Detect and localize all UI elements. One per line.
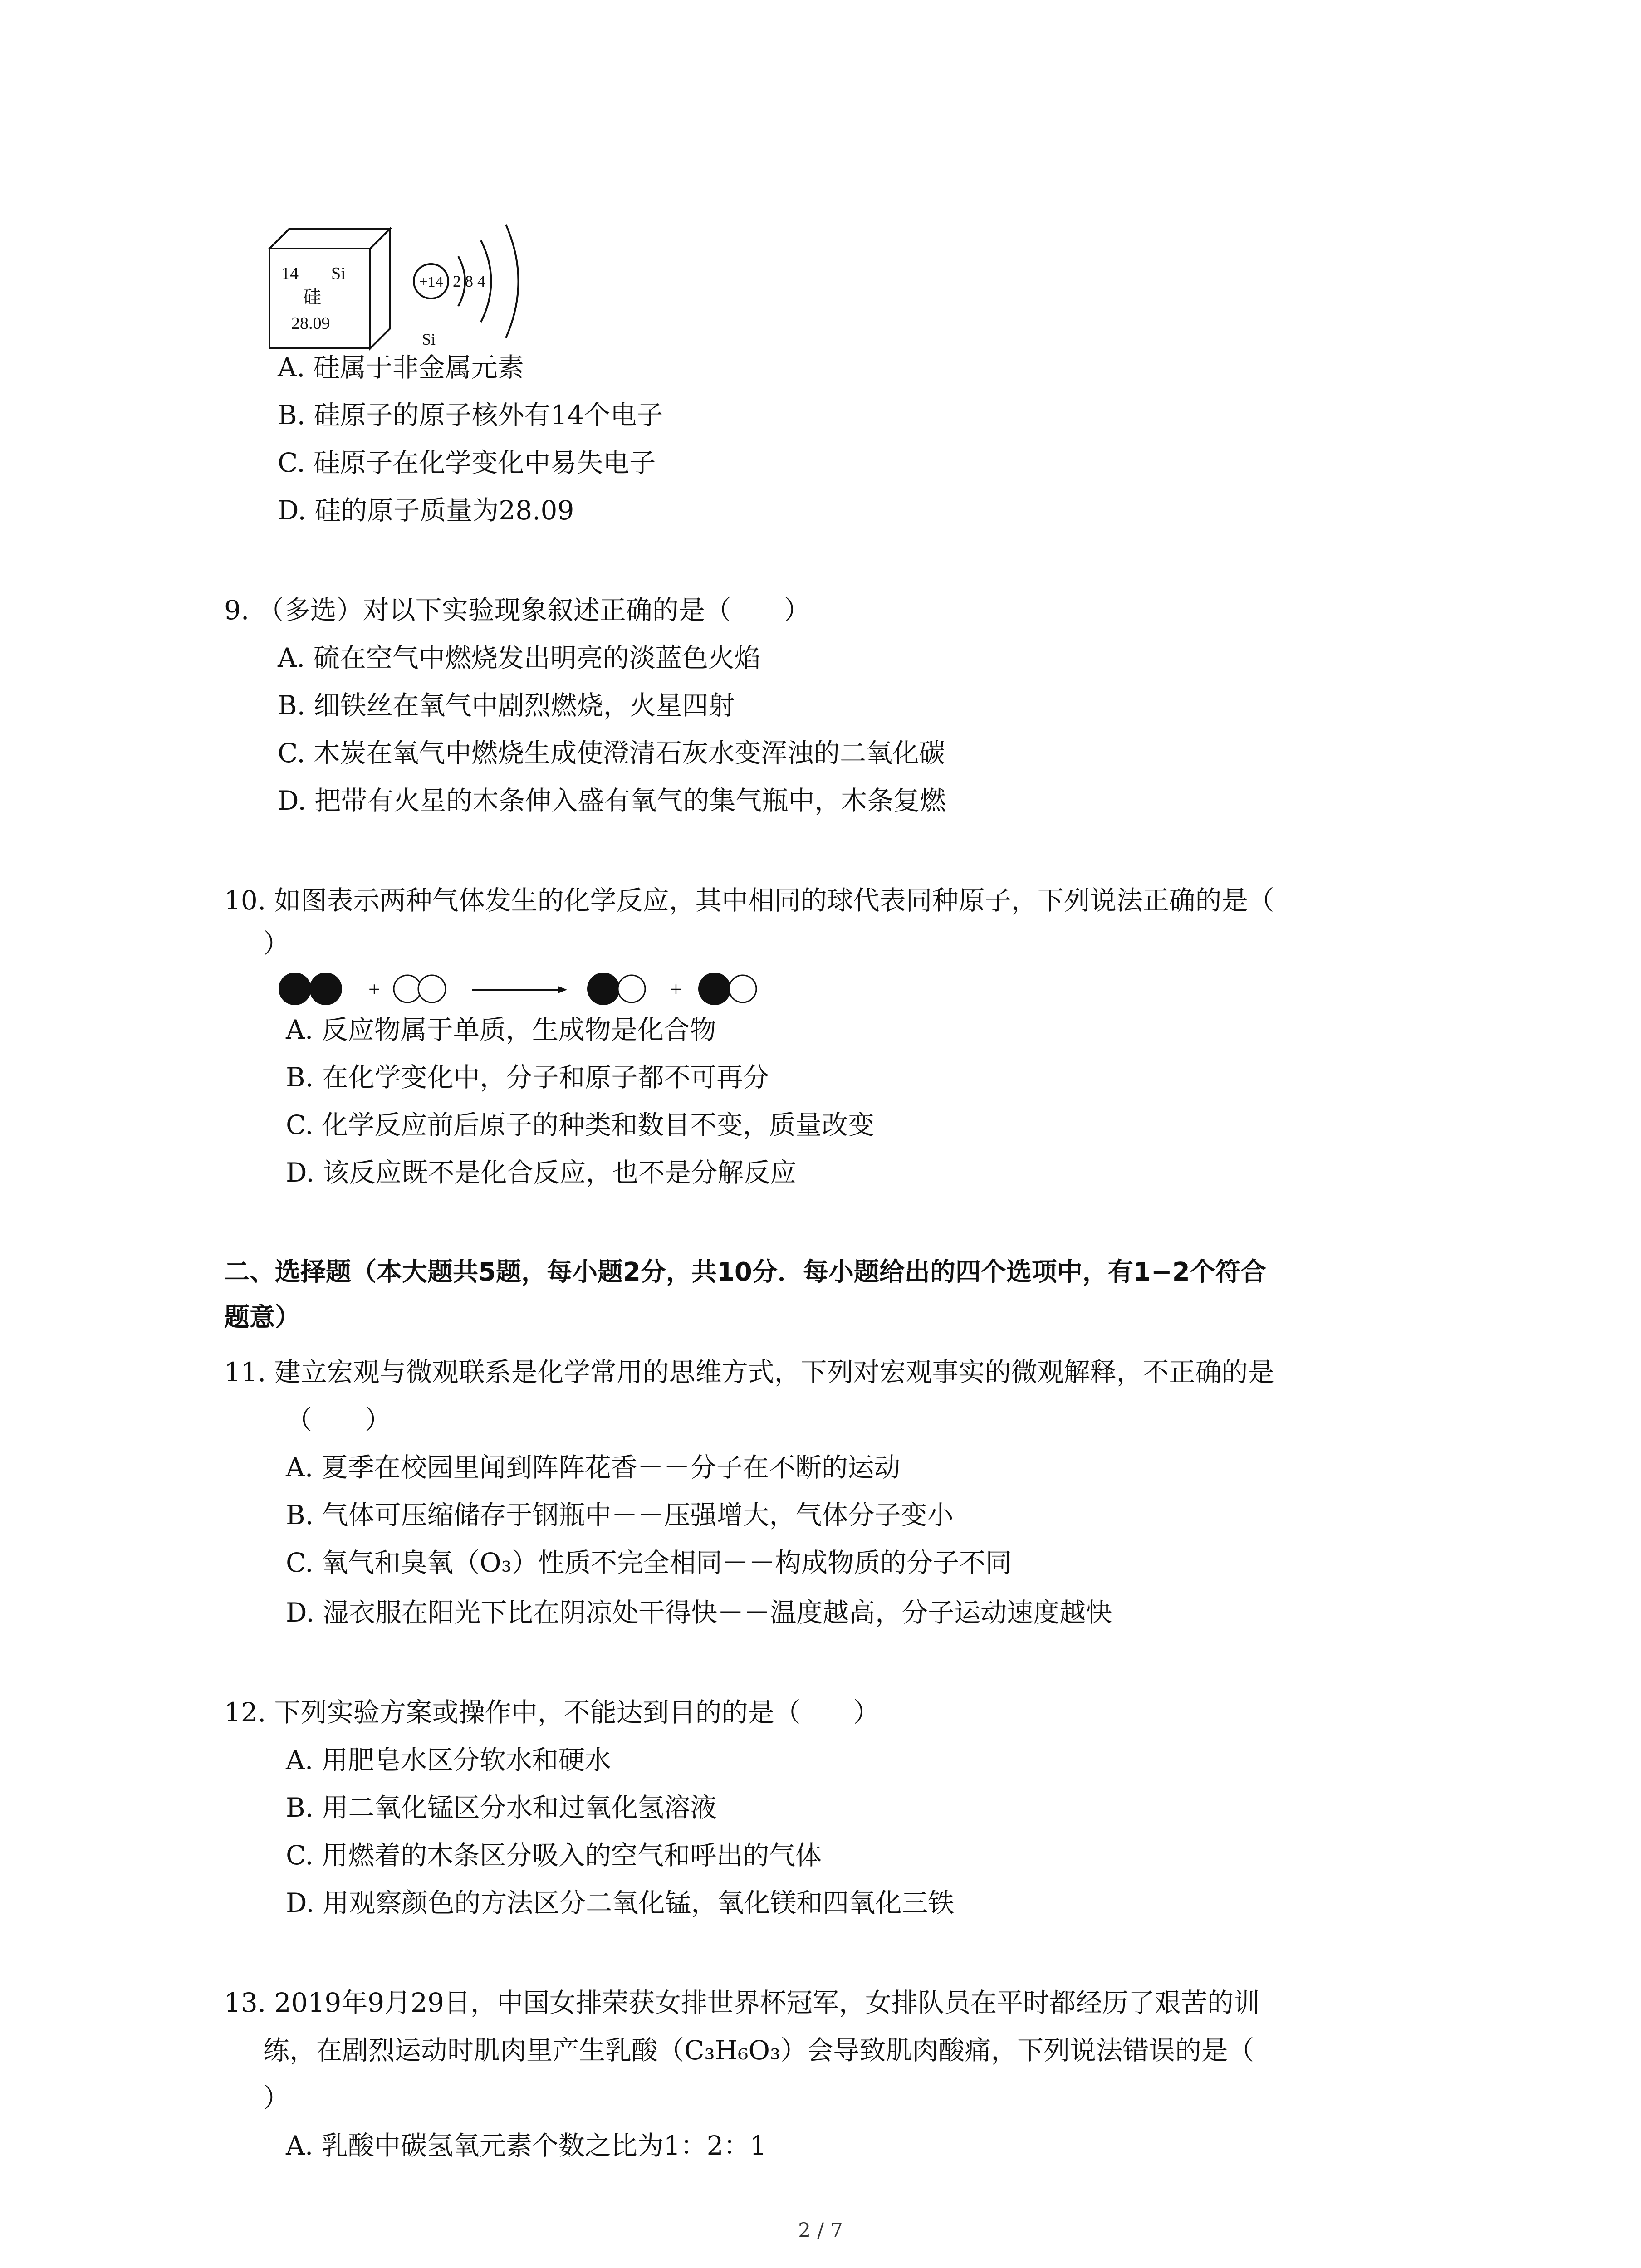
q10-stem-line2: ） xyxy=(263,928,290,959)
silicon-element-cell-figure xyxy=(268,227,395,354)
section2-heading-line2: 题意） xyxy=(224,1303,300,1332)
cell-atomic-number: 14 xyxy=(281,264,299,283)
q11-option-a: A. 夏季在校园里闻到阵阵花香－－分子在不断的运动 xyxy=(286,1452,901,1483)
reaction-plus-1: + xyxy=(368,978,380,1001)
q11-option-d: D. 湿衣服在阳光下比在阴凉处干得快－－温度越高，分子运动速度越快 xyxy=(286,1597,1112,1628)
q10-option-b: B. 在化学变化中，分子和原子都不可再分 xyxy=(286,1062,769,1093)
q12-option-a: A. 用肥皂水区分软水和硬水 xyxy=(286,1745,611,1775)
q13-stem-line3: ） xyxy=(263,2082,290,2113)
q10-option-c: C. 化学反应前后原子的种类和数目不变，质量改变 xyxy=(286,1110,875,1140)
silicon-atom-structure-figure xyxy=(404,213,554,349)
q10-stem-line1: 10. 如图表示两种气体发生的化学反应，其中相同的球代表同种原子，下列说法正确的是（ xyxy=(224,885,1274,916)
q11-stem-line2: （ ） xyxy=(286,1404,392,1435)
q9-option-c: C. 木炭在氧气中燃烧生成使澄清石灰水变浑浊的二氧化碳 xyxy=(278,738,945,768)
q12-option-c: C. 用燃着的木条区分吸入的空气和呼出的气体 xyxy=(286,1840,822,1871)
section2-heading-line1: 二、选择题（本大题共5题，每小题2分，共10分．每小题给出的四个选项中，有1−2个符合 xyxy=(224,1257,1266,1287)
q11-option-b: B. 气体可压缩储存于钢瓶中－－压强增大，气体分子变小 xyxy=(286,1500,954,1530)
cell-element-name: 硅 xyxy=(303,287,321,307)
q11-stem-line1: 11. 建立宏观与微观联系是化学常用的思维方式，下列对宏观事实的微观解释，不正确的是 xyxy=(224,1357,1274,1388)
q8-option-d: D. 硅的原子质量为28.09 xyxy=(278,495,574,526)
q12-option-d: D. 用观察颜色的方法区分二氧化锰，氧化镁和四氧化三铁 xyxy=(286,1887,955,1918)
q13-stem-line2: 练，在剧烈运动时肌肉里产生乳酸（C₃H₆O₃）会导致肌肉酸痛，下列说法错误的是（ xyxy=(263,2035,1254,2066)
q11-option-c: C. 氧气和臭氧（O₃）性质不完全相同－－构成物质的分子不同 xyxy=(286,1547,1012,1578)
page-number: 2 / 7 xyxy=(798,2219,843,2242)
q10-reaction-diagram xyxy=(277,966,776,1012)
atom-nucleus-charge: +14 xyxy=(419,274,443,290)
q8-option-b: B. 硅原子的原子核外有14个电子 xyxy=(278,400,663,430)
q13-option-a: A. 乳酸中碳氢氧元素个数之比为1：2：1 xyxy=(286,2130,767,2161)
cell-symbol: Si xyxy=(331,264,346,283)
q13-stem-line1: 13. 2019年9月29日，中国女排荣获女排世界杯冠军，女排队员在平时都经历了艰苦的训 xyxy=(224,1987,1260,2018)
q9-option-a: A. 硫在空气中燃烧发出明亮的淡蓝色火焰 xyxy=(278,642,761,673)
q12-option-b: B. 用二氧化锰区分水和过氧化氢溶液 xyxy=(286,1792,717,1823)
q8-option-c: C. 硅原子在化学变化中易失电子 xyxy=(278,447,656,478)
q9-option-b: B. 细铁丝在氧气中剧烈燃烧，火星四射 xyxy=(278,690,735,721)
q9-option-d: D. 把带有火星的木条伸入盛有氧气的集气瓶中，木条复燃 xyxy=(278,785,946,816)
atom-electron-shells: 2 8 4 xyxy=(453,272,485,290)
q10-option-a: A. 反应物属于单质，生成物是化合物 xyxy=(286,1014,716,1045)
q12-stem: 12. 下列实验方案或操作中，不能达到目的的是（ ） xyxy=(224,1697,880,1728)
cell-atomic-mass: 28.09 xyxy=(291,314,330,333)
reaction-plus-2: + xyxy=(670,978,682,1001)
q10-option-d: D. 该反应既不是化合反应，也不是分解反应 xyxy=(286,1157,797,1188)
q9-stem: 9. （多选）对以下实验现象叙述正确的是（ ） xyxy=(224,595,810,626)
q8-option-a: A. 硅属于非金属元素 xyxy=(278,352,524,383)
atom-symbol-label: Si xyxy=(422,330,436,348)
